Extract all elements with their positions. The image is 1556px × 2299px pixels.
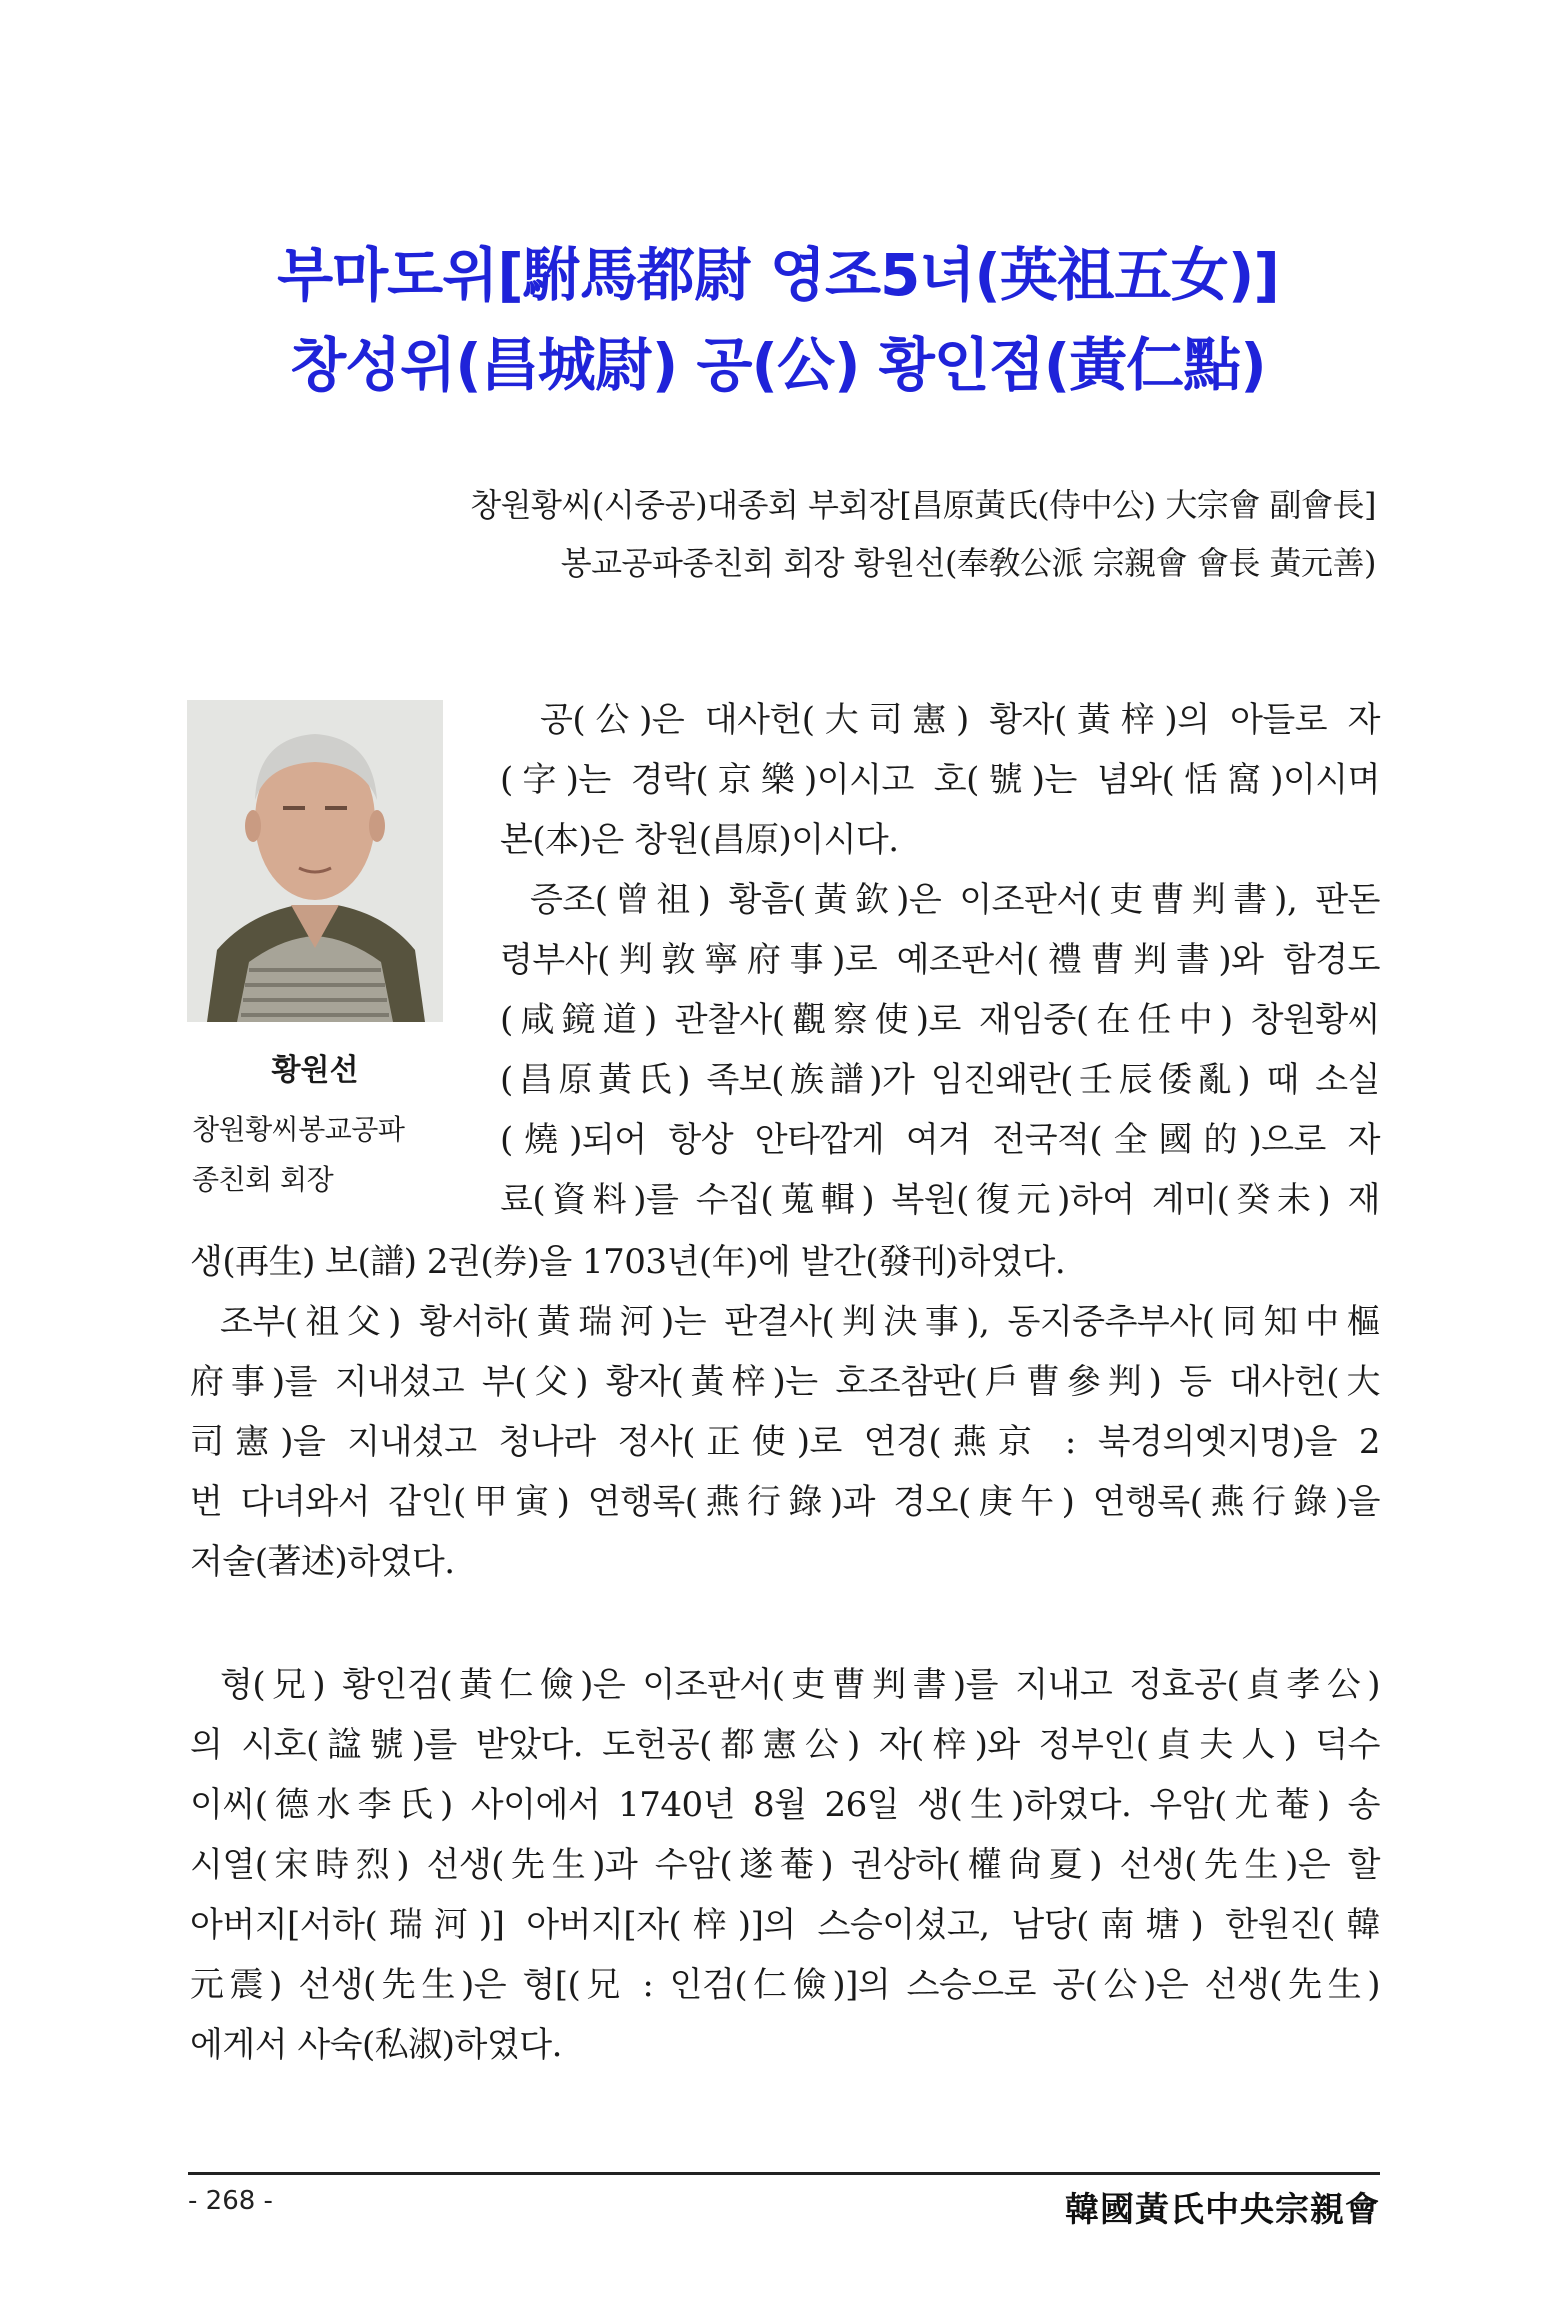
body-line: 료(資料)를 수집(蒐輯) 복원(復元)하여 계미(癸未) 재	[500, 1180, 1380, 1220]
title-line-1: 부마도위[駙馬都尉 영조5녀(英祖五女)]	[277, 241, 1279, 309]
body-line: 에게서 사숙(私淑)하였다.	[190, 2025, 562, 2065]
author-portrait-photo	[187, 700, 443, 1022]
photo-caption-organization	[192, 1105, 452, 1205]
publisher-name: 韓國黃氏中央宗親會	[1065, 2190, 1380, 2230]
body-line: (字)는 경락(京樂)이시고 호(號)는 념와(恬窩)이시며	[500, 760, 1380, 800]
footer-divider	[188, 2172, 1380, 2175]
body-line: 司憲)을 지내셨고 청나라 정사(正使)로 연경(燕京 : 북경의옛지명)을 2	[190, 1422, 1380, 1462]
body-line: 본(本)은 창원(昌原)이시다.	[500, 820, 899, 860]
body-line: 령부사(判敦寧府事)로 예조판서(禮曹判書)와 함경도	[500, 940, 1380, 980]
body-line: 府事)를 지내셨고 부(父) 황자(黃梓)는 호조참판(戶曹參判) 등 대사헌(大	[190, 1362, 1380, 1402]
author-line-1: 창원황씨(시중공)대종회 부회장[昌原黃氏(侍中公) 大宗會 副會長]	[470, 486, 1376, 524]
body-line: (昌原黃氏) 족보(族譜)가 임진왜란(壬辰倭亂) 때 소실	[500, 1060, 1380, 1100]
body-line: 생(再生) 보(譜) 2권(券)을 1703년(年)에 발간(發刊)하였다.	[190, 1242, 1066, 1282]
body-line: 아버지[서하(瑞河)] 아버지[자(梓)]의 스승이셨고, 남당(南塘) 한원진(韓	[190, 1905, 1380, 1945]
body-line: 증조(曾祖) 황흠(黃欽)은 이조판서(吏曹判書), 판돈	[530, 880, 1380, 920]
caption-org-line: 종친회 회장	[192, 1163, 334, 1196]
body-line: 의 시호(諡號)를 받았다. 도헌공(都憲公) 자(梓)와 정부인(貞夫人) 덕수	[190, 1725, 1380, 1765]
photo-caption-name: 황원선	[271, 1053, 359, 1088]
body-line: 공(公)은 대사헌(大司憲) 황자(黃梓)의 아들로 자	[540, 700, 1380, 740]
page-number: - 268 -	[188, 2186, 273, 2216]
body-line: 번 다녀와서 갑인(甲寅) 연행록(燕行錄)과 경오(庚午) 연행록(燕行錄)을	[190, 1482, 1380, 1522]
body-line: 元震) 선생(先生)은 형[(兄 : 인검(仁儉)]의 스승으로 공(公)은 선생(先生)	[190, 1965, 1380, 2005]
author-line-2: 봉교공파종친회 회장 황원선(奉敎公派 宗親會 會長 黃元善)	[560, 544, 1376, 582]
body-line: (燒)되어 항상 안타깝게 여겨 전국적(全國的)으로 자	[500, 1120, 1380, 1160]
body-line: 저술(著述)하였다.	[190, 1542, 455, 1582]
portrait-illustration	[187, 700, 443, 1022]
body-line: 이씨(德水李氏) 사이에서 1740년 8월 26일 생(生)하였다. 우암(尤菴) 송	[190, 1785, 1380, 1825]
body-line: (咸鏡道) 관찰사(觀察使)로 재임중(在任中) 창원황씨	[500, 1000, 1380, 1040]
body-line: 조부(祖父) 황서하(黃瑞河)는 판결사(判決事), 동지중추부사(同知中樞	[220, 1302, 1380, 1342]
title-line-2: 창성위(昌城尉) 공(公) 황인점(黃仁點)	[290, 331, 1266, 399]
caption-org-line: 창원황씨봉교공파	[192, 1113, 405, 1146]
body-line: 형(兄) 황인검(黃仁儉)은 이조판서(吏曹判書)를 지내고 정효공(貞孝公)	[220, 1665, 1380, 1705]
body-line: 시열(宋時烈) 선생(先生)과 수암(遂菴) 권상하(權尙夏) 선생(先生)은 할	[190, 1845, 1380, 1885]
